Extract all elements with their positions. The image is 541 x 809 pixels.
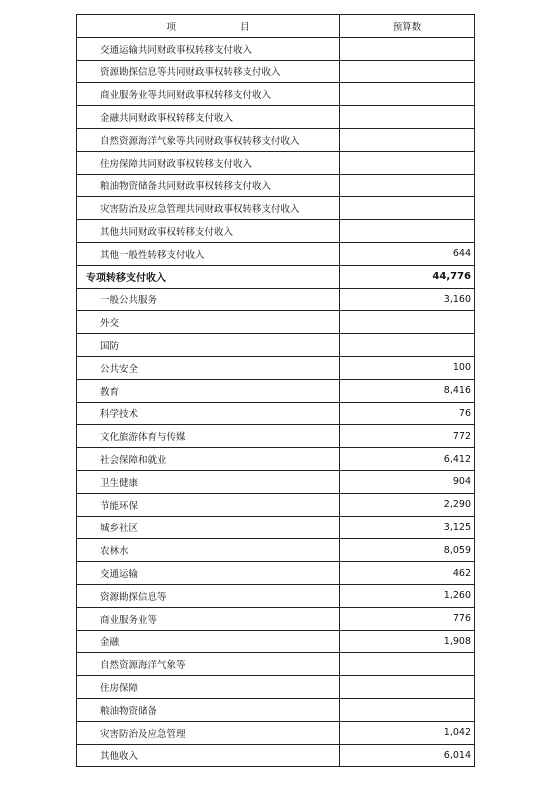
table-row <box>77 60 475 83</box>
table-row <box>77 539 475 562</box>
row-item-name: 其他一般性转移支付收入 <box>77 242 340 265</box>
table-row <box>77 630 475 653</box>
header-value: 预算数 <box>340 15 475 38</box>
row-item-name: 自然资源海洋气象等共同财政事权转移支付收入 <box>77 128 340 151</box>
row-item-value: 776 <box>340 607 475 630</box>
row-item-value <box>340 151 475 174</box>
row-item-value: 1,260 <box>340 584 475 607</box>
row-item-value: 6,014 <box>340 744 475 767</box>
row-item-name: 金融 <box>77 630 340 653</box>
row-item-name: 科学技术 <box>77 402 340 425</box>
row-item-name: 文化旅游体育与传媒 <box>77 425 340 448</box>
table-row <box>77 584 475 607</box>
row-item-value: 3,125 <box>340 516 475 539</box>
row-item-value <box>340 83 475 106</box>
row-item-name: 其他共同财政事权转移支付收入 <box>77 220 340 243</box>
row-item-name: 其他收入 <box>77 744 340 767</box>
table-row <box>77 356 475 379</box>
row-item-name: 资源勘探信息等共同财政事权转移支付收入 <box>77 60 340 83</box>
row-item-value <box>340 334 475 357</box>
row-item-name: 商业服务业等共同财政事权转移支付收入 <box>77 83 340 106</box>
row-item-name: 粮油物资储备共同财政事权转移支付收入 <box>77 174 340 197</box>
table-header-row <box>77 15 475 38</box>
row-item-value: 1,908 <box>340 630 475 653</box>
table-row <box>77 220 475 243</box>
budget-table-container <box>76 14 474 767</box>
row-item-value <box>340 653 475 676</box>
table-row <box>77 698 475 721</box>
row-item-name: 农林水 <box>77 539 340 562</box>
table-row <box>77 744 475 767</box>
row-item-value: 772 <box>340 425 475 448</box>
row-item-value: 6,412 <box>340 448 475 471</box>
row-item-name: 城乡社区 <box>77 516 340 539</box>
row-item-value <box>340 128 475 151</box>
budget-table <box>76 14 475 767</box>
table-row <box>77 106 475 129</box>
row-item-value <box>340 676 475 699</box>
row-item-value <box>340 37 475 60</box>
row-item-value: 644 <box>340 242 475 265</box>
table-row <box>77 676 475 699</box>
table-row <box>77 334 475 357</box>
row-item-name: 卫生健康 <box>77 470 340 493</box>
row-item-value <box>340 60 475 83</box>
header-item-char-2: 目 <box>240 21 250 33</box>
row-item-name: 交通运输共同财政事权转移支付收入 <box>77 37 340 60</box>
row-item-name: 外交 <box>77 311 340 334</box>
row-item-value: 3,160 <box>340 288 475 311</box>
row-item-name: 商业服务业等 <box>77 607 340 630</box>
table-row <box>77 516 475 539</box>
row-item-name: 专项转移支付收入 <box>77 265 340 288</box>
table-row <box>77 379 475 402</box>
row-item-name: 一般公共服务 <box>77 288 340 311</box>
table-row <box>77 653 475 676</box>
row-item-name: 国防 <box>77 334 340 357</box>
row-item-value <box>340 174 475 197</box>
table-section-row <box>77 265 475 288</box>
row-item-value <box>340 106 475 129</box>
row-item-value: 1,042 <box>340 721 475 744</box>
row-item-name: 灾害防治及应急管理 <box>77 721 340 744</box>
row-item-value: 76 <box>340 402 475 425</box>
table-row <box>77 242 475 265</box>
table-row <box>77 288 475 311</box>
row-item-name: 粮油物资储备 <box>77 698 340 721</box>
table-row <box>77 448 475 471</box>
table-row <box>77 197 475 220</box>
row-item-value <box>340 197 475 220</box>
row-item-name: 教育 <box>77 379 340 402</box>
table-row <box>77 607 475 630</box>
row-item-value: 8,059 <box>340 539 475 562</box>
table-row <box>77 721 475 744</box>
table-row <box>77 174 475 197</box>
row-item-value: 100 <box>340 356 475 379</box>
table-row <box>77 311 475 334</box>
row-item-name: 资源勘探信息等 <box>77 584 340 607</box>
table-row <box>77 151 475 174</box>
row-item-name: 社会保障和就业 <box>77 448 340 471</box>
row-item-value: 462 <box>340 562 475 585</box>
table-row <box>77 425 475 448</box>
row-item-name: 住房保障共同财政事权转移支付收入 <box>77 151 340 174</box>
row-item-name: 节能环保 <box>77 493 340 516</box>
row-item-name: 住房保障 <box>77 676 340 699</box>
table-row <box>77 493 475 516</box>
row-item-value: 8,416 <box>340 379 475 402</box>
row-item-value <box>340 311 475 334</box>
table-row <box>77 470 475 493</box>
table-row <box>77 562 475 585</box>
row-item-value: 44,776 <box>340 265 475 288</box>
table-row <box>77 37 475 60</box>
row-item-value: 2,290 <box>340 493 475 516</box>
row-item-name: 灾害防治及应急管理共同财政事权转移支付收入 <box>77 197 340 220</box>
row-item-value: 904 <box>340 470 475 493</box>
row-item-name: 公共安全 <box>77 356 340 379</box>
header-item <box>77 15 340 38</box>
row-item-value <box>340 698 475 721</box>
table-row <box>77 83 475 106</box>
row-item-name: 自然资源海洋气象等 <box>77 653 340 676</box>
header-item-char-1: 项 <box>166 21 176 33</box>
row-item-value <box>340 220 475 243</box>
row-item-name: 金融共同财政事权转移支付收入 <box>77 106 340 129</box>
table-row <box>77 402 475 425</box>
table-row <box>77 128 475 151</box>
row-item-name: 交通运输 <box>77 562 340 585</box>
table-body <box>77 37 475 767</box>
